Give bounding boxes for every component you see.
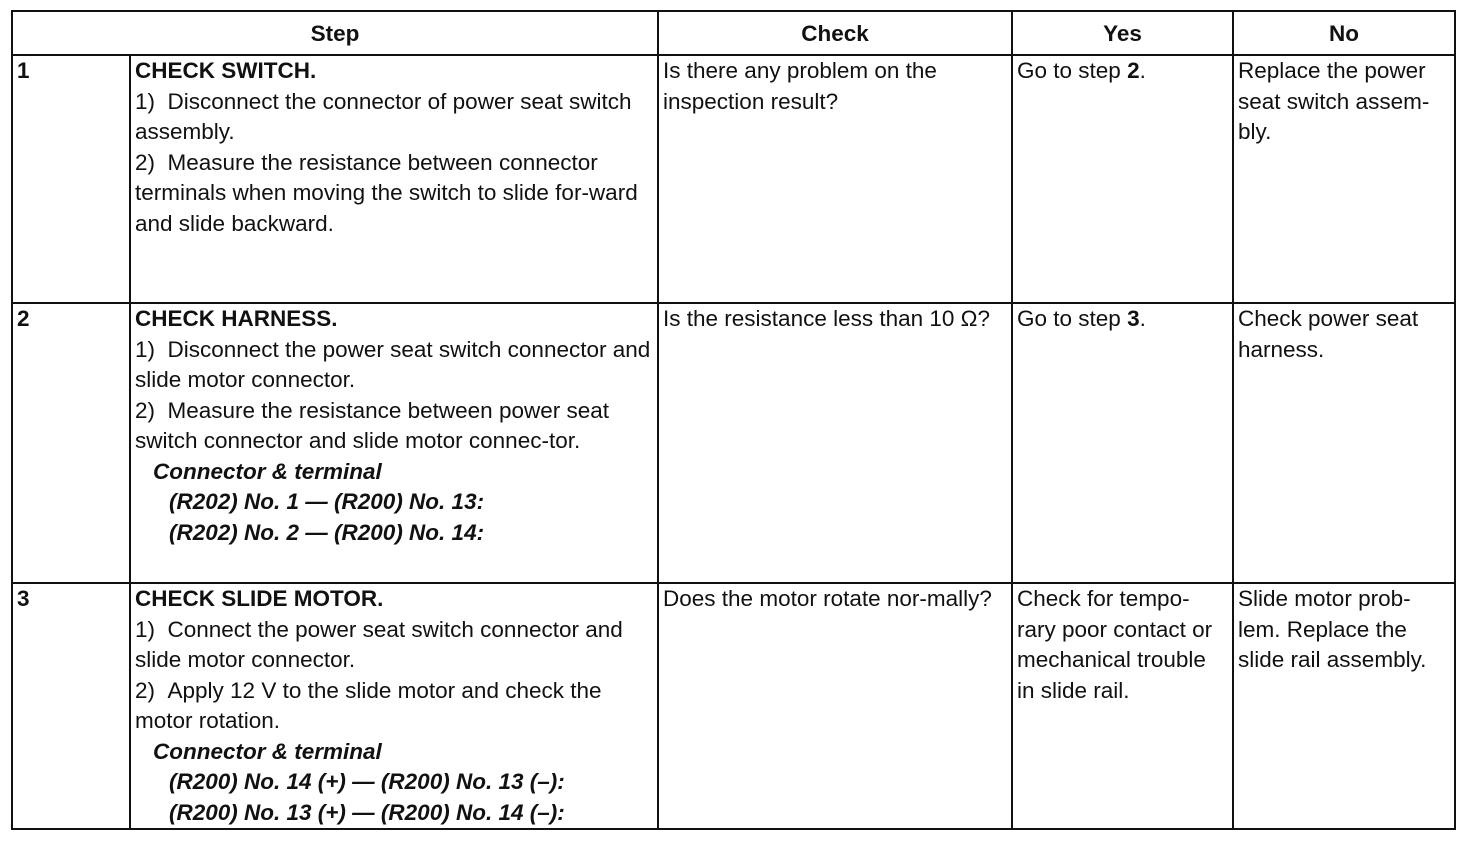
table-row — [12, 303, 1455, 583]
step-instruction: 1) Disconnect the connector of power seat switch assembly. — [135, 88, 632, 144]
step-description — [130, 583, 658, 829]
yes-prefix: Go to step — [1017, 58, 1128, 83]
yes-text — [1017, 304, 1228, 335]
no-cell — [1233, 303, 1455, 583]
yes-suffix: . — [1139, 306, 1146, 331]
no-text: Check power seat harness. — [1238, 306, 1419, 362]
check-cell — [658, 303, 1012, 583]
yes-prefix: Go to step — [1017, 306, 1128, 331]
diagnostic-table — [11, 10, 1456, 830]
yes-text — [1017, 56, 1228, 87]
step-description — [130, 55, 658, 303]
yes-step-number: 2 — [1127, 58, 1140, 83]
yes-cell — [1012, 583, 1233, 829]
step-number: 3 — [12, 583, 130, 829]
step-instruction: 2) Measure the resistance between connector terminals when moving the switch to slide for-ward and slide backward. — [135, 149, 638, 236]
connector-terminal-line: (R200) No. 13 (+) — (R200) No. 14 (–): — [169, 799, 565, 825]
check-text: Does the motor rotate nor-mally? — [663, 586, 992, 611]
step-title: CHECK SWITCH. — [135, 58, 317, 83]
step-number: 1 — [12, 55, 130, 303]
header-check: Check — [658, 11, 1012, 55]
header-yes: Yes — [1012, 11, 1233, 55]
step-number: 2 — [12, 303, 130, 583]
step-title: CHECK SLIDE MOTOR. — [135, 586, 384, 611]
header-no: No — [1233, 11, 1455, 55]
step-title: CHECK HARNESS. — [135, 306, 338, 331]
connector-terminal-heading: Connector & terminal — [153, 458, 382, 484]
check-text: Is the resistance less than 10 Ω? — [663, 306, 991, 331]
connector-terminal-heading: Connector & terminal — [153, 738, 382, 764]
no-cell — [1233, 583, 1455, 829]
connector-terminal-line: (R202) No. 1 — (R200) No. 13: — [169, 489, 485, 514]
no-text: Replace the power seat switch assem-bly. — [1238, 58, 1430, 144]
header-row — [12, 11, 1455, 55]
step-description — [130, 303, 658, 583]
yes-step-number: 3 — [1127, 306, 1140, 331]
connector-terminal-line: (R200) No. 14 (+) — (R200) No. 13 (–): — [169, 769, 565, 794]
step-instruction: 1) Disconnect the power seat switch connector and slide motor connector. — [135, 336, 651, 392]
check-cell — [658, 55, 1012, 303]
no-cell — [1233, 55, 1455, 303]
no-text: Slide motor prob-lem. Replace the slide rail assembly. — [1238, 586, 1427, 672]
connector-terminal-line: (R202) No. 2 — (R200) No. 14: — [169, 519, 485, 545]
yes-cell — [1012, 303, 1233, 583]
check-cell — [658, 583, 1012, 829]
table-row — [12, 583, 1455, 829]
header-step: Step — [12, 11, 658, 55]
yes-text: Check for tempo-rary poor contact or mechanical trouble in slide rail. — [1017, 586, 1213, 703]
yes-cell — [1012, 55, 1233, 303]
step-instruction: 2) Measure the resistance between power seat switch connector and slide motor connec-tor. — [135, 397, 610, 453]
check-text: Is there any problem on the inspection result? — [663, 58, 937, 114]
yes-suffix: . — [1139, 58, 1146, 83]
table-row — [12, 55, 1455, 303]
step-instruction: 2) Apply 12 V to the slide motor and check the motor rotation. — [135, 677, 602, 733]
step-instruction: 1) Connect the power seat switch connector and slide motor connector. — [135, 616, 623, 672]
